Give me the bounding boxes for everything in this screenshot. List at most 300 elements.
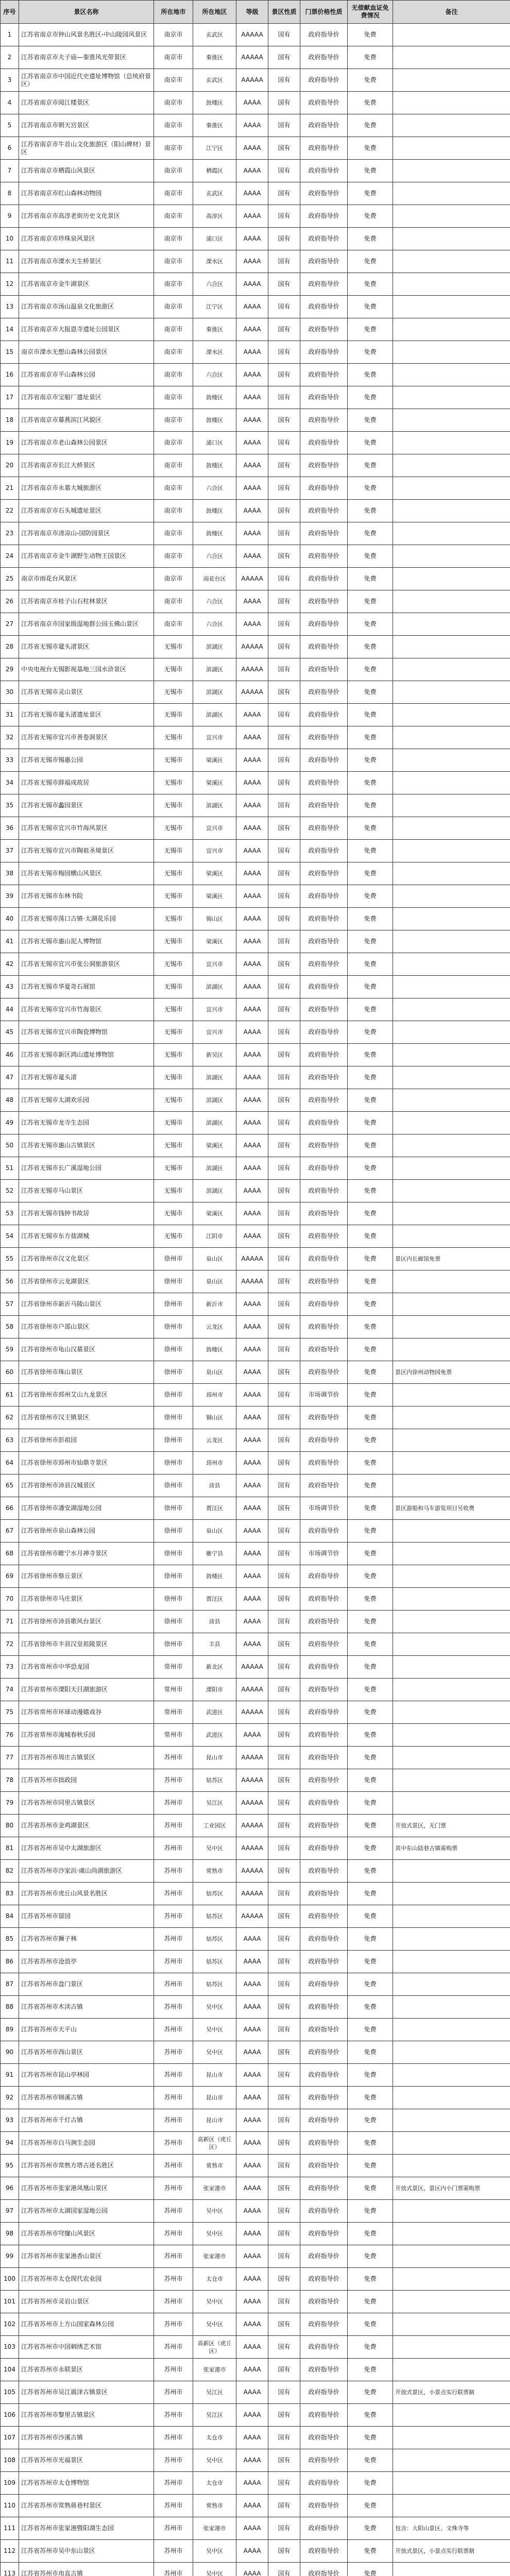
- header-price-type: 门票价格性质: [300, 1, 348, 24]
- table-row: [1, 2268, 510, 2291]
- cell-district: 溧水区: [193, 250, 236, 273]
- cell-name: 江苏省南京市平山森林公园: [19, 364, 154, 386]
- cell-city: 徐州市: [154, 1316, 193, 1338]
- cell-grade: AAAA: [236, 1180, 268, 1202]
- cell-note: [393, 1452, 510, 1475]
- cell-name: 江苏省无锡市宜兴市竹海景区: [19, 998, 154, 1021]
- cell-grade: AAAA: [236, 1021, 268, 1044]
- cell-city: 南京市: [154, 250, 193, 273]
- cell-grade: AAAA: [236, 1588, 268, 1611]
- cell-nature: 国有: [268, 1973, 300, 1996]
- cell-note: [393, 1384, 510, 1406]
- cell-note: [393, 1701, 510, 1724]
- cell-city: 苏州市: [154, 1928, 193, 1951]
- cell-index: 103: [1, 2336, 19, 2359]
- cell-name: 江苏省苏州市张家港暨阳湖生态园: [19, 2517, 154, 2540]
- cell-index: 90: [1, 2041, 19, 2064]
- cell-index: 82: [1, 1860, 19, 1883]
- cell-index: 87: [1, 1973, 19, 1996]
- cell-index: 66: [1, 1497, 19, 1520]
- cell-note: [393, 1270, 510, 1293]
- cell-name: 江苏省徐州市泉山森林公园: [19, 1520, 154, 1543]
- cell-index: 5: [1, 114, 19, 137]
- cell-name: 江苏省无锡市太湖欢乐园: [19, 1089, 154, 1112]
- cell-nature: 国有: [268, 1089, 300, 1112]
- cell-nature: 国有: [268, 1701, 300, 1724]
- cell-index: 101: [1, 2291, 19, 2313]
- cell-blood-donor: 免费: [348, 386, 393, 409]
- cell-city: 苏州市: [154, 2177, 193, 2200]
- cell-index: 24: [1, 545, 19, 568]
- cell-price-type: 政府指导价: [300, 953, 348, 976]
- cell-city: 徐州市: [154, 1384, 193, 1406]
- cell-blood-donor: 免费: [348, 658, 393, 681]
- cell-index: 45: [1, 1021, 19, 1044]
- cell-grade: AAAAA: [236, 1792, 268, 1815]
- cell-price-type: 政府指导价: [300, 2087, 348, 2109]
- cell-grade: AAAA: [236, 2155, 268, 2177]
- cell-note: [393, 2132, 510, 2155]
- cell-nature: 国有: [268, 885, 300, 908]
- table-row: [1, 590, 510, 613]
- cell-note: 景区内徐州动物园免票: [393, 1361, 510, 1384]
- cell-name: 江苏省徐州市邳州市仙鼎寺景区: [19, 1452, 154, 1475]
- table-row: [1, 160, 510, 182]
- cell-blood-donor: 免费: [348, 1633, 393, 1656]
- cell-blood-donor: 免费: [348, 46, 393, 69]
- cell-blood-donor: 免费: [348, 341, 393, 364]
- cell-nature: 国有: [268, 1543, 300, 1565]
- cell-grade: AAAA: [236, 137, 268, 160]
- cell-name: 江苏省苏州市太湖国家湿地公园: [19, 2200, 154, 2223]
- cell-city: 徐州市: [154, 1475, 193, 1497]
- cell-grade: AAAA: [236, 1225, 268, 1248]
- cell-index: 84: [1, 1905, 19, 1928]
- cell-index: 41: [1, 930, 19, 953]
- cell-index: 55: [1, 1248, 19, 1270]
- cell-grade: AAAA: [236, 1973, 268, 1996]
- cell-blood-donor: 免费: [348, 2495, 393, 2517]
- cell-price-type: 政府指导价: [300, 2472, 348, 2495]
- cell-district: 玄武区: [193, 24, 236, 46]
- cell-blood-donor: 免费: [348, 1701, 393, 1724]
- cell-district: 梁溪区: [193, 885, 236, 908]
- cell-grade: AAAA: [236, 772, 268, 794]
- table-row: [1, 409, 510, 432]
- cell-note: [393, 1769, 510, 1792]
- cell-district: 浦口区: [193, 432, 236, 454]
- cell-price-type: 政府指导价: [300, 1293, 348, 1316]
- cell-blood-donor: 免费: [348, 2517, 393, 2540]
- cell-note: [393, 1973, 510, 1996]
- cell-district: 浦口区: [193, 228, 236, 250]
- cell-price-type: 政府指导价: [300, 704, 348, 726]
- cell-blood-donor: 免费: [348, 2449, 393, 2472]
- cell-grade: AAAA: [236, 862, 268, 885]
- cell-index: 64: [1, 1452, 19, 1475]
- cell-blood-donor: 免费: [348, 2313, 393, 2336]
- cell-blood-donor: 免费: [348, 1860, 393, 1883]
- cell-district: 滨湖区: [193, 636, 236, 658]
- table-row: [1, 1044, 510, 1066]
- cell-grade: AAAAA: [236, 1248, 268, 1270]
- table-row: [1, 1973, 510, 1996]
- cell-note: [393, 2041, 510, 2064]
- cell-nature: 国有: [268, 522, 300, 545]
- cell-name: 江苏省苏州市上方山国家森林公园: [19, 2313, 154, 2336]
- cell-blood-donor: 免费: [348, 1452, 393, 1475]
- cell-nature: 国有: [268, 704, 300, 726]
- cell-blood-donor: 免费: [348, 2359, 393, 2381]
- cell-blood-donor: 免费: [348, 273, 393, 296]
- cell-grade: AAAA: [236, 2313, 268, 2336]
- cell-nature: 国有: [268, 908, 300, 930]
- cell-blood-donor: 免费: [348, 976, 393, 998]
- cell-blood-donor: 免费: [348, 1361, 393, 1384]
- cell-blood-donor: 免费: [348, 1747, 393, 1769]
- cell-name: 江苏省徐州市彭祖园: [19, 1429, 154, 1452]
- table-row: [1, 500, 510, 522]
- table-row: [1, 1815, 510, 1837]
- cell-grade: AAAA: [236, 1611, 268, 1633]
- cell-price-type: 政府指导价: [300, 1815, 348, 1837]
- cell-grade: AAAA: [236, 1316, 268, 1338]
- cell-grade: AAAA: [236, 500, 268, 522]
- cell-district: 武进区: [193, 1724, 236, 1747]
- cell-city: 南京市: [154, 160, 193, 182]
- cell-nature: 国有: [268, 2109, 300, 2132]
- cell-price-type: 政府指导价: [300, 613, 348, 636]
- cell-nature: 国有: [268, 1225, 300, 1248]
- cell-name: 江苏省无锡市宜兴市善卷洞景区: [19, 726, 154, 749]
- cell-city: 无锡市: [154, 1134, 193, 1157]
- table-row: [1, 840, 510, 862]
- cell-nature: 国有: [268, 1520, 300, 1543]
- cell-city: 常州市: [154, 1656, 193, 1679]
- cell-blood-donor: 免费: [348, 2427, 393, 2449]
- cell-city: 苏州市: [154, 2517, 193, 2540]
- table-row: [1, 1565, 510, 1588]
- cell-note: [393, 2427, 510, 2449]
- table-row: [1, 2291, 510, 2313]
- cell-price-type: 政府指导价: [300, 1973, 348, 1996]
- cell-index: 27: [1, 613, 19, 636]
- cell-price-type: 政府指导价: [300, 1928, 348, 1951]
- cell-district: 丰县: [193, 1633, 236, 1656]
- cell-index: 105: [1, 2381, 19, 2404]
- cell-grade: AAAA: [236, 182, 268, 205]
- cell-district: 泉山区: [193, 1520, 236, 1543]
- cell-note: [393, 137, 510, 160]
- cell-index: 68: [1, 1543, 19, 1565]
- table-row: [1, 2064, 510, 2087]
- cell-index: 28: [1, 636, 19, 658]
- cell-nature: 国有: [268, 1588, 300, 1611]
- cell-name: 江苏省无锡市梅园横山风景区: [19, 862, 154, 885]
- table-row: [1, 1157, 510, 1180]
- cell-blood-donor: 免费: [348, 160, 393, 182]
- cell-grade: AAAA: [236, 2381, 268, 2404]
- cell-grade: AAAA: [236, 545, 268, 568]
- cell-note: 开放式景区，小景点实行联票制: [393, 2540, 510, 2563]
- cell-city: 苏州市: [154, 1837, 193, 1860]
- cell-index: 79: [1, 1792, 19, 1815]
- cell-city: 南京市: [154, 590, 193, 613]
- cell-price-type: 政府指导价: [300, 885, 348, 908]
- cell-district: 宜兴市: [193, 817, 236, 840]
- cell-blood-donor: 免费: [348, 1157, 393, 1180]
- cell-nature: 国有: [268, 2132, 300, 2155]
- cell-price-type: 政府指导价: [300, 1316, 348, 1338]
- cell-nature: 国有: [268, 1384, 300, 1406]
- cell-price-type: 市场调节价: [300, 1384, 348, 1406]
- cell-price-type: 政府指导价: [300, 1565, 348, 1588]
- cell-name: 江苏省无锡市东方盐湖城: [19, 1225, 154, 1248]
- cell-index: 34: [1, 772, 19, 794]
- cell-note: 开放式景区，小景点实行联票制: [393, 2381, 510, 2404]
- cell-index: 81: [1, 1837, 19, 1860]
- cell-note: [393, 772, 510, 794]
- cell-index: 31: [1, 704, 19, 726]
- cell-grade: AAAA: [236, 930, 268, 953]
- cell-nature: 国有: [268, 2291, 300, 2313]
- cell-grade: AAAAA: [236, 1883, 268, 1905]
- cell-nature: 国有: [268, 2200, 300, 2223]
- cell-city: 南京市: [154, 69, 193, 92]
- cell-name: 江苏省无锡市宜兴市陶祖圣境景区: [19, 840, 154, 862]
- cell-district: 鼓楼区: [193, 1338, 236, 1361]
- cell-name: 江苏省南京市永慕大城旅游区: [19, 477, 154, 500]
- cell-index: 20: [1, 454, 19, 477]
- cell-nature: 国有: [268, 840, 300, 862]
- table-row: [1, 1996, 510, 2019]
- cell-blood-donor: 免费: [348, 862, 393, 885]
- cell-city: 徐州市: [154, 1520, 193, 1543]
- cell-name: 江苏省南京市石头城遗址景区: [19, 500, 154, 522]
- cell-note: [393, 1611, 510, 1633]
- cell-grade: AAAA: [236, 1293, 268, 1316]
- cell-blood-donor: 免费: [348, 1180, 393, 1202]
- cell-nature: 国有: [268, 1021, 300, 1044]
- cell-nature: 国有: [268, 726, 300, 749]
- cell-note: [393, 1656, 510, 1679]
- cell-note: [393, 1792, 510, 1815]
- table-row: [1, 1406, 510, 1429]
- cell-grade: AAAA: [236, 1633, 268, 1656]
- cell-nature: 国有: [268, 1815, 300, 1837]
- cell-district: 鼓楼区: [193, 386, 236, 409]
- cell-district: 常熟市: [193, 2495, 236, 2517]
- cell-nature: 国有: [268, 1134, 300, 1157]
- cell-name: 江苏省常州市淹城春秋乐园: [19, 1724, 154, 1747]
- cell-index: 10: [1, 228, 19, 250]
- cell-city: 徐州市: [154, 1452, 193, 1475]
- cell-nature: 国有: [268, 1180, 300, 1202]
- cell-name: 江苏省徐州市汉文化景区: [19, 1248, 154, 1270]
- cell-nature: 国有: [268, 1452, 300, 1475]
- cell-price-type: 政府指导价: [300, 1588, 348, 1611]
- cell-grade: AAAAA: [236, 1701, 268, 1724]
- cell-name: 江苏省无锡市东林书院: [19, 885, 154, 908]
- cell-blood-donor: 免费: [348, 1769, 393, 1792]
- cell-index: 104: [1, 2359, 19, 2381]
- cell-grade: AAAA: [236, 726, 268, 749]
- table-row: [1, 522, 510, 545]
- cell-note: [393, 1180, 510, 1202]
- cell-district: 滨湖区: [193, 1089, 236, 1112]
- cell-nature: 国有: [268, 2177, 300, 2200]
- cell-note: [393, 2223, 510, 2245]
- cell-name: 江苏省无锡市薛福成故居: [19, 772, 154, 794]
- cell-district: 梁溪区: [193, 772, 236, 794]
- cell-note: [393, 477, 510, 500]
- cell-index: 112: [1, 2540, 19, 2563]
- cell-price-type: 政府指导价: [300, 1134, 348, 1157]
- cell-nature: 国有: [268, 749, 300, 772]
- cell-nature: 国有: [268, 772, 300, 794]
- cell-city: 徐州市: [154, 1361, 193, 1384]
- cell-price-type: 政府指导价: [300, 137, 348, 160]
- cell-price-type: 政府指导价: [300, 1792, 348, 1815]
- table-row: [1, 228, 510, 250]
- table-body: [1, 24, 510, 2576]
- cell-index: 33: [1, 749, 19, 772]
- cell-nature: 国有: [268, 1724, 300, 1747]
- cell-blood-donor: 免费: [348, 2472, 393, 2495]
- cell-blood-donor: 免费: [348, 1338, 393, 1361]
- cell-blood-donor: 免费: [348, 2223, 393, 2245]
- table-row: [1, 1724, 510, 1747]
- cell-grade: AAAA: [236, 318, 268, 341]
- cell-grade: AAAA: [236, 1134, 268, 1157]
- cell-nature: 国有: [268, 1679, 300, 1701]
- cell-grade: AAAA: [236, 1429, 268, 1452]
- cell-grade: AAAA: [236, 2404, 268, 2427]
- cell-city: 无锡市: [154, 817, 193, 840]
- table-row: [1, 976, 510, 998]
- cell-district: 云龙区: [193, 1429, 236, 1452]
- cell-blood-donor: 免费: [348, 1406, 393, 1429]
- cell-grade: AAAA: [236, 1996, 268, 2019]
- cell-index: 113: [1, 2563, 19, 2576]
- table-row: [1, 46, 510, 69]
- cell-name: 江苏省南京市溧水天生桥景区: [19, 250, 154, 273]
- table-row: [1, 2472, 510, 2495]
- cell-grade: AAAA: [236, 205, 268, 228]
- cell-name: 江苏省无锡市惠山古镇景区: [19, 1134, 154, 1157]
- cell-city: 南京市: [154, 46, 193, 69]
- cell-name: 江苏省南京市清凉山-国防园景区: [19, 522, 154, 545]
- cell-name: 江苏省苏州市灵岩山景区: [19, 2291, 154, 2313]
- cell-index: 86: [1, 1951, 19, 1973]
- cell-grade: AAAAA: [236, 1837, 268, 1860]
- cell-note: [393, 500, 510, 522]
- cell-price-type: 政府指导价: [300, 2155, 348, 2177]
- table-row: [1, 2019, 510, 2041]
- cell-index: 3: [1, 69, 19, 92]
- cell-name: 江苏省徐州市云龙湖景区: [19, 1270, 154, 1293]
- cell-index: 44: [1, 998, 19, 1021]
- cell-blood-donor: 免费: [348, 2381, 393, 2404]
- cell-name: 江苏省徐州市蔡丘景区: [19, 1565, 154, 1588]
- table-row: [1, 794, 510, 817]
- cell-note: 景区内长廊馆免票: [393, 1248, 510, 1270]
- table-row: [1, 114, 510, 137]
- cell-price-type: 政府指导价: [300, 1883, 348, 1905]
- cell-nature: 国有: [268, 636, 300, 658]
- cell-price-type: 市场调节价: [300, 1497, 348, 1520]
- table-row: [1, 1361, 510, 1384]
- table-row: [1, 636, 510, 658]
- cell-district: 邳州市: [193, 1384, 236, 1406]
- cell-note: [393, 409, 510, 432]
- cell-nature: 国有: [268, 1316, 300, 1338]
- cell-name: 江苏省无锡市新区鸿山遗址博物馆: [19, 1044, 154, 1066]
- cell-note: 其中东山陆巷古镇需购票: [393, 1837, 510, 1860]
- cell-name: 江苏省无锡市惠山泥人博物馆: [19, 930, 154, 953]
- cell-price-type: 政府指导价: [300, 2223, 348, 2245]
- cell-name: 江苏省南京市大报恩寺遗址公园景区: [19, 318, 154, 341]
- cell-grade: AAAA: [236, 2109, 268, 2132]
- cell-index: 54: [1, 1225, 19, 1248]
- cell-city: 苏州市: [154, 1951, 193, 1973]
- cell-name: 江苏省无锡市龙寺生态园: [19, 1112, 154, 1134]
- cell-note: [393, 250, 510, 273]
- cell-price-type: 政府指导价: [300, 1701, 348, 1724]
- cell-nature: 国有: [268, 2381, 300, 2404]
- cell-price-type: 政府指导价: [300, 341, 348, 364]
- cell-grade: AAAA: [236, 2019, 268, 2041]
- cell-nature: 国有: [268, 24, 300, 46]
- cell-grade: AAAA: [236, 817, 268, 840]
- cell-grade: AAAAA: [236, 1270, 268, 1293]
- cell-price-type: 政府指导价: [300, 2132, 348, 2155]
- cell-district: 六合区: [193, 477, 236, 500]
- table-row: [1, 568, 510, 590]
- cell-city: 无锡市: [154, 885, 193, 908]
- cell-blood-donor: 免费: [348, 1384, 393, 1406]
- cell-blood-donor: 免费: [348, 1202, 393, 1225]
- cell-note: [393, 522, 510, 545]
- cell-nature: 国有: [268, 2245, 300, 2268]
- cell-city: 南京市: [154, 296, 193, 318]
- cell-index: 95: [1, 2155, 19, 2177]
- table-row: [1, 24, 510, 46]
- cell-note: [393, 1021, 510, 1044]
- cell-blood-donor: 免费: [348, 137, 393, 160]
- cell-note: [393, 1543, 510, 1565]
- table-row: [1, 318, 510, 341]
- table-row: [1, 1497, 510, 1520]
- cell-blood-donor: 免费: [348, 1588, 393, 1611]
- cell-grade: AAAA: [236, 998, 268, 1021]
- cell-nature: 国有: [268, 432, 300, 454]
- cell-district: 滨湖区: [193, 794, 236, 817]
- cell-district: 梁溪区: [193, 930, 236, 953]
- cell-nature: 国有: [268, 1656, 300, 1679]
- cell-city: 南京市: [154, 568, 193, 590]
- cell-price-type: 政府指导价: [300, 590, 348, 613]
- cell-name: 江苏省无锡市马山景区: [19, 1180, 154, 1202]
- cell-blood-donor: 免费: [348, 2109, 393, 2132]
- cell-blood-donor: 免费: [348, 1905, 393, 1928]
- table-row: [1, 2404, 510, 2427]
- cell-city: 徐州市: [154, 1429, 193, 1452]
- table-row: [1, 704, 510, 726]
- cell-district: 鼓楼区: [193, 92, 236, 114]
- table-row: [1, 1270, 510, 1293]
- cell-price-type: 政府指导价: [300, 2563, 348, 2576]
